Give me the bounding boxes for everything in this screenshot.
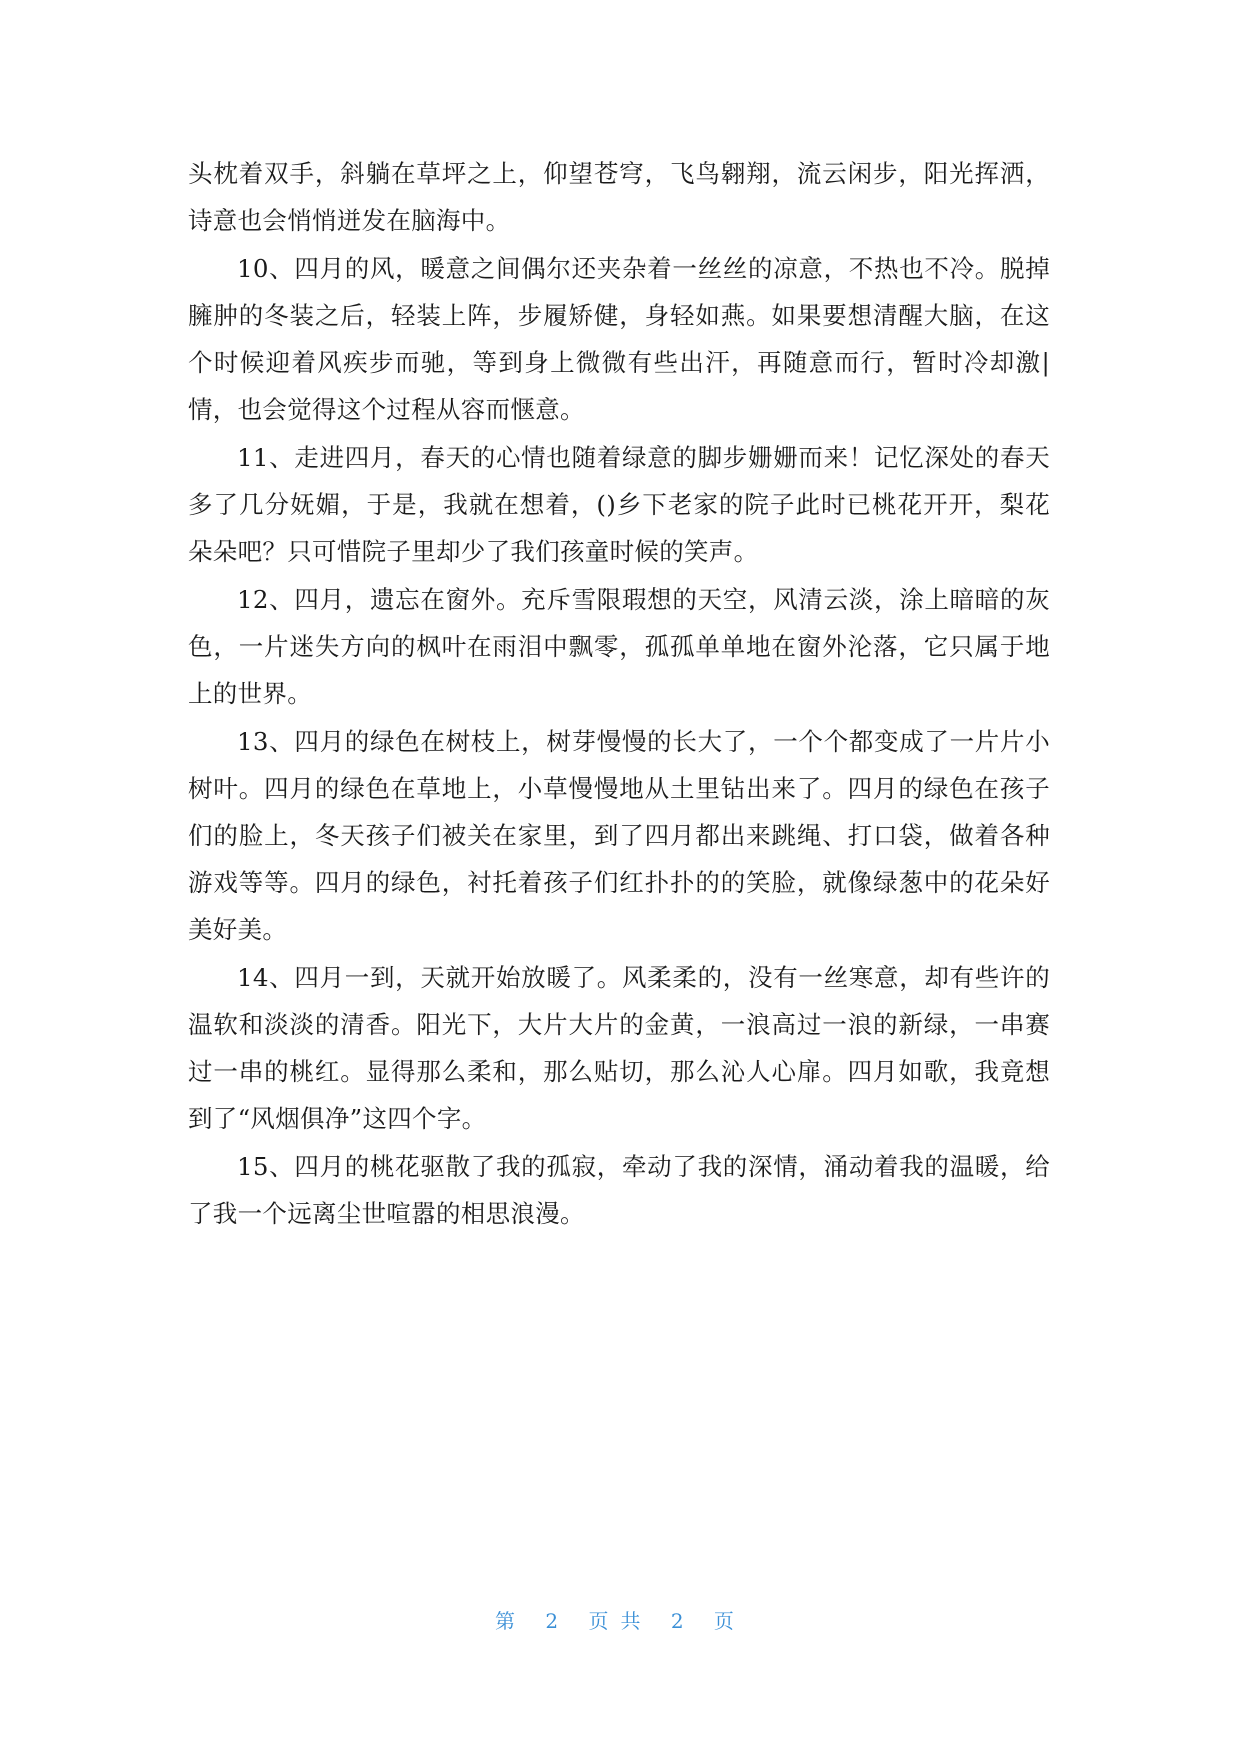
paragraph-15: 15、四月的桃花驱散了我的孤寂，牵动了我的深情，涌动着我的温暖，给了我一个远离尘世喧嚣的相思浪漫。	[188, 1152, 1050, 1228]
paragraph-13: 13、四月的绿色在树枝上，树芽慢慢的长大了，一个个都变成了一片片小树叶。四月的绿色在草地上，小草慢慢地从土里钻出来了。四月的绿色在孩子们的脸上，冬天孩子们被关在家里，到了四月都出来跳绳、打口袋，做着各种游戏等等。四月的绿色，衬托着孩子们红扑扑的的笑脸，就像绿葱中的花朵好美好美。	[188, 727, 1050, 944]
paragraph-12: 12、四月，遗忘在窗外。充斥雪限瑕想的天空，风清云淡，涂上暗暗的灰色，一片迷失方向的枫叶在雨泪中飘零，孤孤单单地在窗外沦落，它只属于地上的世界。	[188, 585, 1050, 708]
paragraph-11: 11、走进四月，春天的心情也随着绿意的脚步姗姗而来！记忆深处的春天多了几分妩媚，于是，我就在想着，()乡下老家的院子此时已桃花开开，梨花朵朵吧？只可惜院子里却少了我们孩童时候的笑声。	[188, 443, 1050, 566]
page-number-footer: 第 2 页共 2 页	[495, 1609, 746, 1633]
paragraph-continuation: 头枕着双手，斜躺在草坪之上，仰望苍穹，飞鸟翱翔，流云闲步，阳光挥洒，诗意也会悄悄迸发在脑海中。	[188, 159, 1050, 235]
paragraph-14: 14、四月一到，天就开始放暖了。风柔柔的，没有一丝寒意，却有些许的温软和淡淡的清香。阳光下，大片大片的金黄，一浪高过一浪的新绿，一串赛过一串的桃红。显得那么柔和，那么贴切，那么沁人心扉。四月如歌，我竟想到了“风烟俱净”这四个字。	[188, 963, 1050, 1133]
document-body	[188, 150, 1050, 1238]
paragraph-10: 10、四月的风，暖意之间偶尔还夹杂着一丝丝的凉意，不热也不冷。脱掉臃肿的冬装之后，轻装上阵，步履矫健，身轻如燕。如果要想清醒大脑，在这个时候迎着风疾步而驰，等到身上微微有些出汗，再随意而行，暂时冷却激|情，也会觉得这个过程从容而惬意。	[188, 254, 1050, 424]
